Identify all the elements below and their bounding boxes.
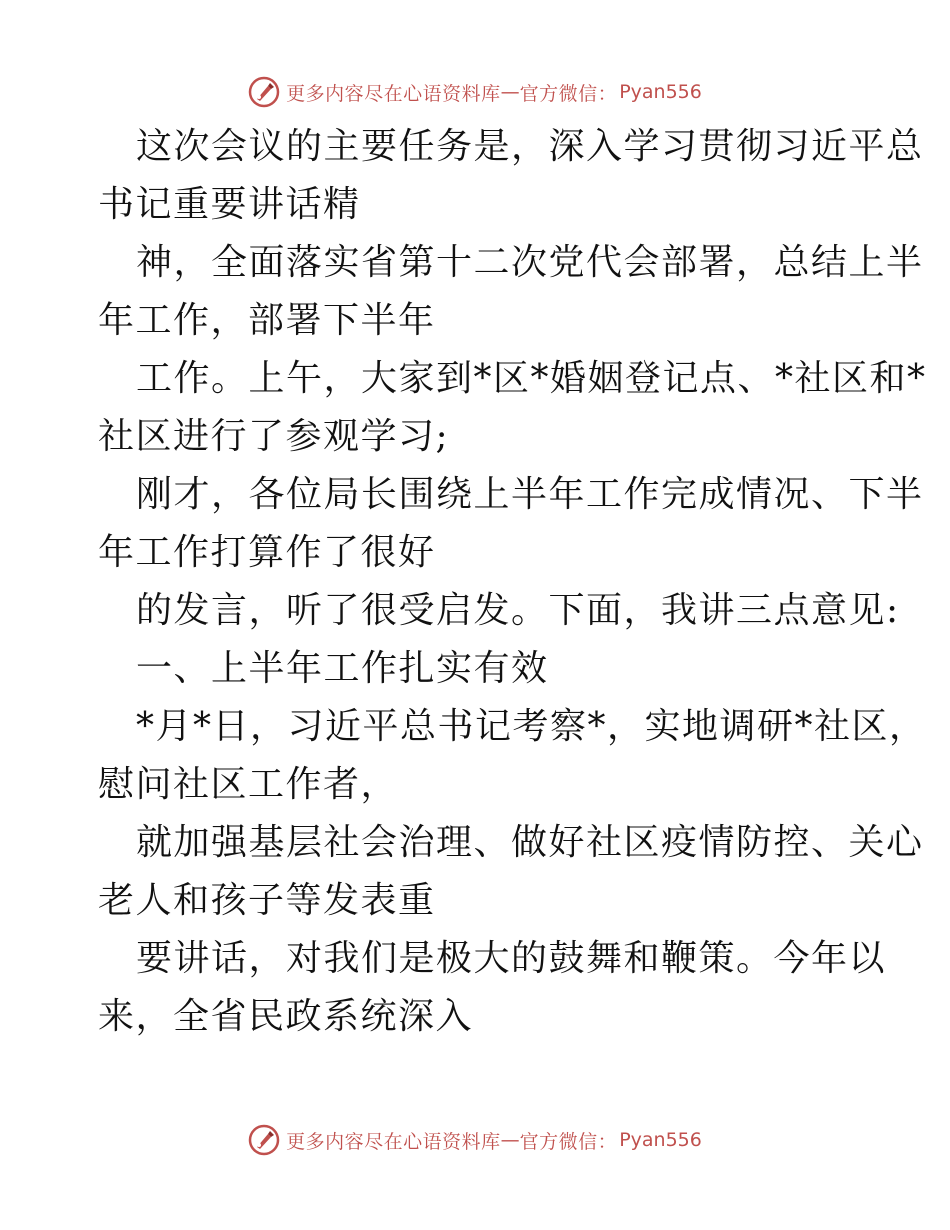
watermark-text: 更多内容尽在心语资料库 — [286, 82, 501, 105]
watermark-wechat-label: 官方微信： — [519, 82, 618, 105]
body-line: 要讲话，对我们是极大的鼓舞和鞭策。今年以 — [136, 938, 887, 979]
watermark-text: 更多内容尽在心语资料库 — [286, 1130, 501, 1153]
document-body — [98, 118, 927, 1046]
body-line: 社区进行了参观学习; — [98, 416, 450, 457]
section-heading: 一、上半年工作扎实有效 — [136, 648, 549, 689]
watermark-wechat-id: Pyan556 — [619, 1129, 702, 1151]
body-line: 年工作打算作了很好 — [98, 532, 436, 573]
body-line: 这次会议的主要任务是，深入学习贯彻习近平总 — [136, 126, 924, 167]
body-line: 年工作，部署下半年 — [98, 300, 436, 341]
watermark-wechat-label: 官方微信： — [519, 1130, 618, 1153]
body-line: 书记重要讲话精 — [98, 184, 361, 225]
body-line: 工作。上午，大家到*区*婚姻登记点、*社区和* — [136, 358, 927, 399]
watermark-separator: — — [500, 81, 520, 103]
body-line: 老人和孩子等发表重 — [98, 880, 436, 921]
pen-logo-icon — [248, 1124, 280, 1156]
header-watermark — [0, 72, 950, 112]
body-line: *月*日，习近平总书记考察*，实地调研*社区， — [136, 706, 927, 747]
body-line: 慰问社区工作者， — [98, 764, 399, 805]
body-line: 来，全省民政系统深入 — [98, 996, 474, 1037]
watermark-wechat-id: Pyan556 — [619, 81, 702, 103]
pen-logo-icon — [248, 76, 280, 108]
body-line: 就加强基层社会治理、做好社区疫情防控、关心 — [136, 822, 924, 863]
body-line: 的发言，听了很受启发。下面，我讲三点意见: — [136, 590, 900, 631]
footer-watermark — [0, 1120, 950, 1160]
body-line: 刚才，各位局长围绕上半年工作完成情况、下半 — [136, 474, 924, 515]
body-line: 神，全面落实省第十二次党代会部署，总结上半 — [136, 242, 924, 283]
watermark-separator: — — [500, 1129, 520, 1151]
